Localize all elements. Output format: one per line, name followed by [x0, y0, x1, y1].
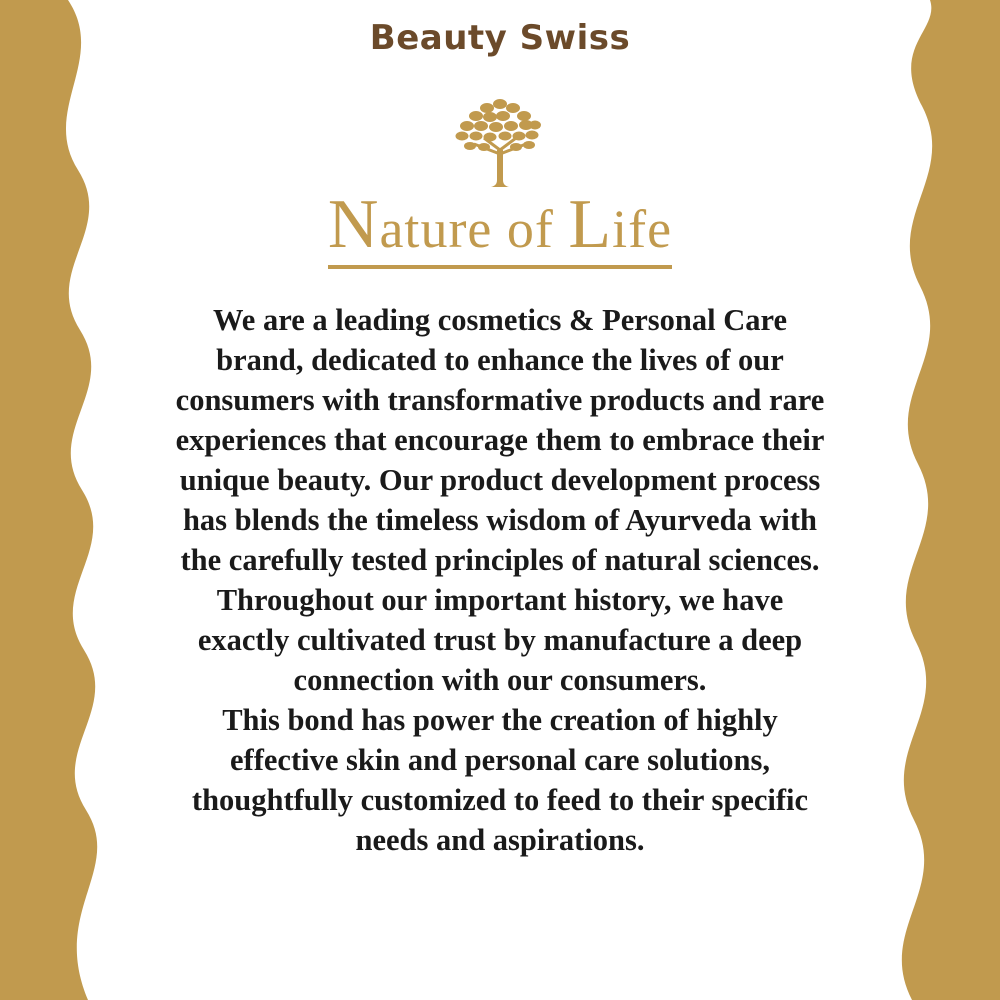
logo-word-of: of — [506, 199, 554, 259]
logo-word-nature: ature — [379, 199, 493, 259]
about-paragraph-3: This bond has power the creation of highly effective skin and personal care solutions, thoughtfully customized to feed to their specific needs and aspirations. — [191, 703, 809, 857]
logo-word-life-initial: L — [568, 186, 613, 263]
logo-underline — [328, 265, 672, 269]
logo-word-life: ife — [612, 199, 673, 259]
logo-word-nature-initial: N — [327, 186, 380, 263]
logo-block — [0, 92, 1000, 269]
logo-wordmark — [0, 186, 1000, 263]
page-title: Beauty Swiss — [369, 18, 631, 58]
about-paragraph-2: Throughout our important history, we have exactly cultivated trust by manufacture a deep connection with our consumers. — [197, 583, 803, 697]
tree-icon — [440, 92, 560, 192]
about-paragraph-1: We are a leading cosmetics & Personal Care brand, dedicated to enhance the lives of our consumers with transformative products and rare experiences that encourage them to embrace their unique beauty. Our product development process has blends the timeless wisdom of Ayurveda with the carefully tested principles of natural sciences. — [175, 303, 825, 577]
about-text-block — [175, 300, 825, 860]
